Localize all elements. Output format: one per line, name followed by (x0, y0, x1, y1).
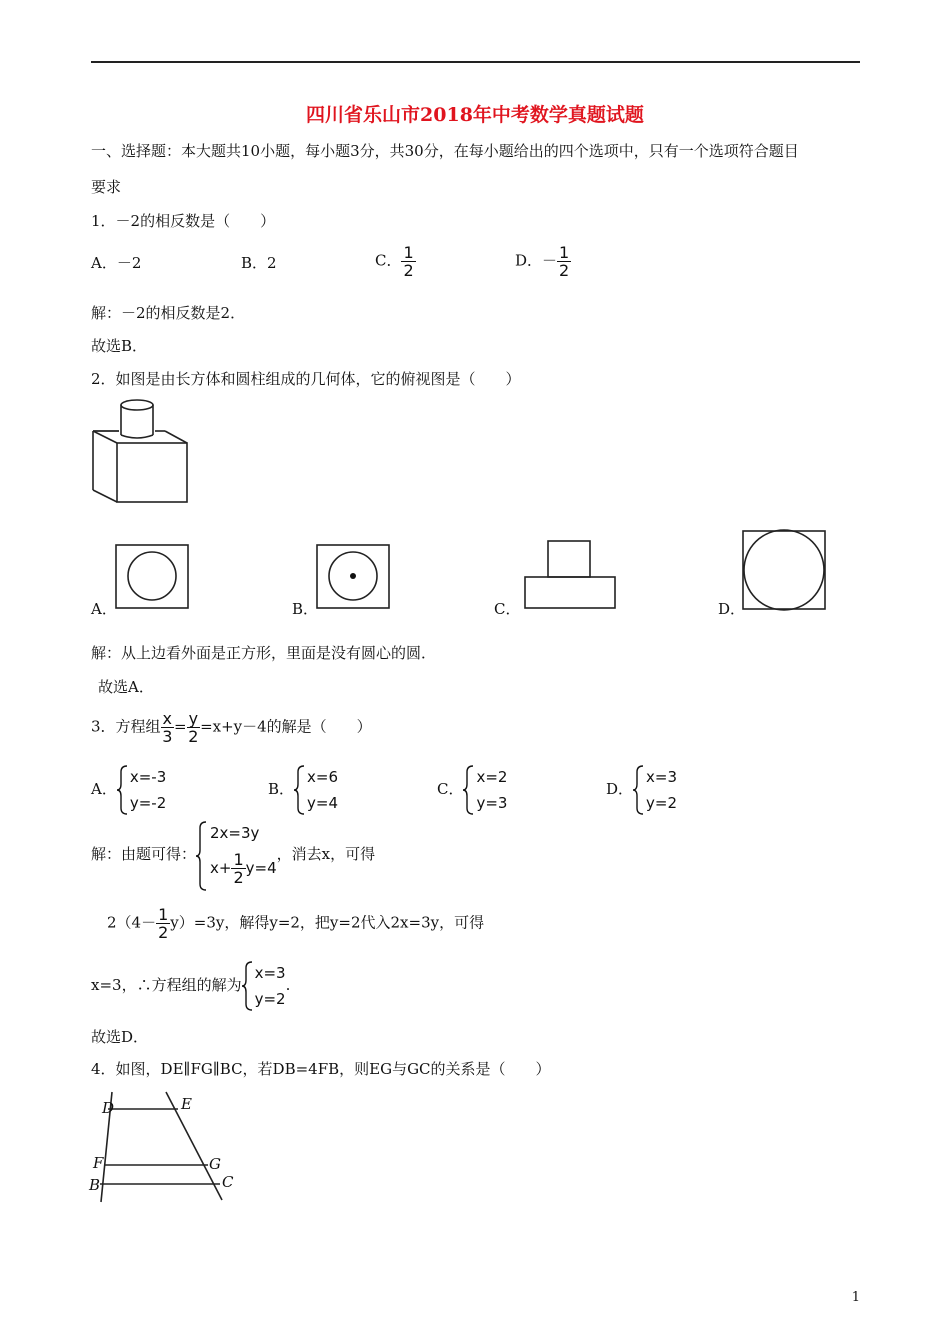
fraction-denominator: 3 (162, 727, 173, 746)
q2-stem: 2．如图是由长方体和圆柱组成的几何体，它的俯视图是（ ） (91, 370, 521, 388)
page-title: 四川省乐山市2018年中考数学真题试题 (306, 104, 644, 126)
option-label: A． (91, 780, 117, 798)
point-label-c: C (222, 1173, 234, 1191)
solution-prefix: 2（4－ (107, 913, 157, 932)
fraction (156, 906, 170, 941)
q2-option-c-figure (524, 540, 616, 610)
fraction-denominator: 2 (559, 261, 570, 280)
system-row: y=-2 (129, 794, 167, 812)
q3-stem-prefix: 3．方程组 (91, 717, 161, 736)
equation-system (633, 764, 677, 816)
fraction-numerator: x (162, 709, 173, 728)
q3-stem (91, 710, 372, 745)
equation-system (117, 764, 166, 816)
fraction-numerator: y (188, 709, 199, 728)
fraction-denominator: 2 (403, 261, 414, 280)
q3-solution-line1 (91, 820, 375, 890)
q2-option-d-label: D． (718, 600, 746, 618)
q3-solution-line2 (107, 906, 484, 941)
system-row: y=4 (307, 794, 339, 812)
q1-option-d-label: D．－ (515, 251, 558, 270)
system-row: y=2 (254, 990, 286, 1008)
q2-answer: 故选A． (98, 678, 154, 696)
q1-option-d (515, 244, 571, 279)
q2-option-d-figure (742, 530, 826, 610)
equals-sign: = (174, 717, 187, 736)
brace-icon (633, 764, 645, 816)
brace-icon (117, 764, 129, 816)
q1-option-c-label: C． (375, 251, 402, 270)
q3-answer: 故选D． (91, 1028, 149, 1046)
q1-answer: 故选B． (91, 337, 148, 355)
fraction-denominator: 2 (188, 727, 199, 746)
row-text: y=4 (245, 859, 277, 877)
system-row: y=2 (646, 794, 678, 812)
brace-icon (196, 820, 208, 892)
fraction-numerator: 1 (403, 243, 414, 262)
page-number: 1 (851, 1290, 860, 1305)
q1-option-c-fraction (401, 244, 415, 279)
option-label: D． (606, 780, 634, 798)
solution-prefix: x=3，∴方程组的解为 (91, 976, 242, 994)
point-label-g: G (209, 1155, 221, 1173)
solution-suffix: ，消去x，可得 (276, 845, 376, 863)
brace-icon (463, 764, 475, 816)
system-row: y=3 (476, 794, 508, 812)
system-row: x=-3 (129, 768, 167, 786)
equation-system (196, 820, 277, 890)
q1-solution: 解：－2的相反数是2． (91, 304, 246, 322)
system-row: 2x=3y (210, 824, 260, 842)
q2-option-a-label: A． (91, 600, 117, 618)
fraction-denominator: 2 (233, 868, 244, 887)
q3-option-a (91, 764, 166, 816)
q2-option-b-figure (316, 544, 390, 608)
q2-option-b-label: B． (292, 600, 319, 618)
q3-option-b (268, 764, 338, 816)
fraction-numerator: 1 (158, 905, 169, 924)
q3-fraction-y (187, 710, 200, 745)
q3-option-c (437, 764, 507, 816)
system-row (210, 846, 277, 890)
q2-option-a-figure (115, 544, 189, 608)
q3-fraction-x (161, 710, 174, 745)
q1-option-d-fraction (557, 244, 571, 279)
q3-solution-line3 (91, 960, 290, 1012)
q3-stem-suffix: =x+y－4的解是（ ） (200, 717, 372, 736)
q4-stem: 4．如图，DE∥FG∥BC，若DB=4FB，则EG与GC的关系是（ ） (91, 1060, 551, 1078)
brace-icon (242, 960, 254, 1012)
fraction-numerator: 1 (233, 850, 244, 869)
header-rule (91, 61, 860, 63)
q1-stem: 1．－2的相反数是（ ） (91, 212, 276, 230)
system-row: x=2 (476, 768, 508, 786)
fraction (231, 851, 245, 886)
point-label-f: F (93, 1154, 104, 1172)
q1-option-c (375, 244, 416, 279)
q2-solid-figure (91, 398, 191, 504)
brace-icon (294, 764, 306, 816)
system-row: x=6 (307, 768, 339, 786)
system-row: x=3 (254, 964, 286, 982)
q1-option-a: A．－2 (91, 254, 142, 272)
solution-suffix: . (285, 976, 291, 994)
point-label-e: E (181, 1095, 192, 1113)
fraction-denominator: 2 (158, 923, 169, 942)
point-label-b: B (89, 1176, 101, 1194)
q2-solution: 解：从上边看外面是正方形，里面是没有圆心的圆． (91, 644, 437, 662)
solution-prefix: 解：由题可得： (91, 845, 197, 863)
row-text: x+ (210, 859, 232, 877)
option-label: C． (437, 780, 464, 798)
system-row: x=3 (646, 768, 678, 786)
q4-parallel-lines-figure (88, 1092, 238, 1206)
solution-suffix: y）=3y，解得y=2，把y=2代入2x=3y，可得 (170, 913, 485, 932)
equation-system (463, 764, 507, 816)
q2-option-c-label: C． (494, 600, 521, 618)
q1-option-b: B．2 (241, 254, 277, 272)
section-heading-line2: 要求 (91, 178, 122, 196)
option-label: B． (268, 780, 295, 798)
equation-system (294, 764, 338, 816)
equation-system (242, 960, 286, 1012)
q3-option-d (606, 764, 677, 816)
section-heading-line1: 一、选择题：本大题共10小题，每小题3分，共30分，在每小题给出的四个选项中，只有一个选项符合题目 (91, 142, 799, 160)
point-label-d: D (102, 1099, 115, 1117)
fraction-numerator: 1 (559, 243, 570, 262)
